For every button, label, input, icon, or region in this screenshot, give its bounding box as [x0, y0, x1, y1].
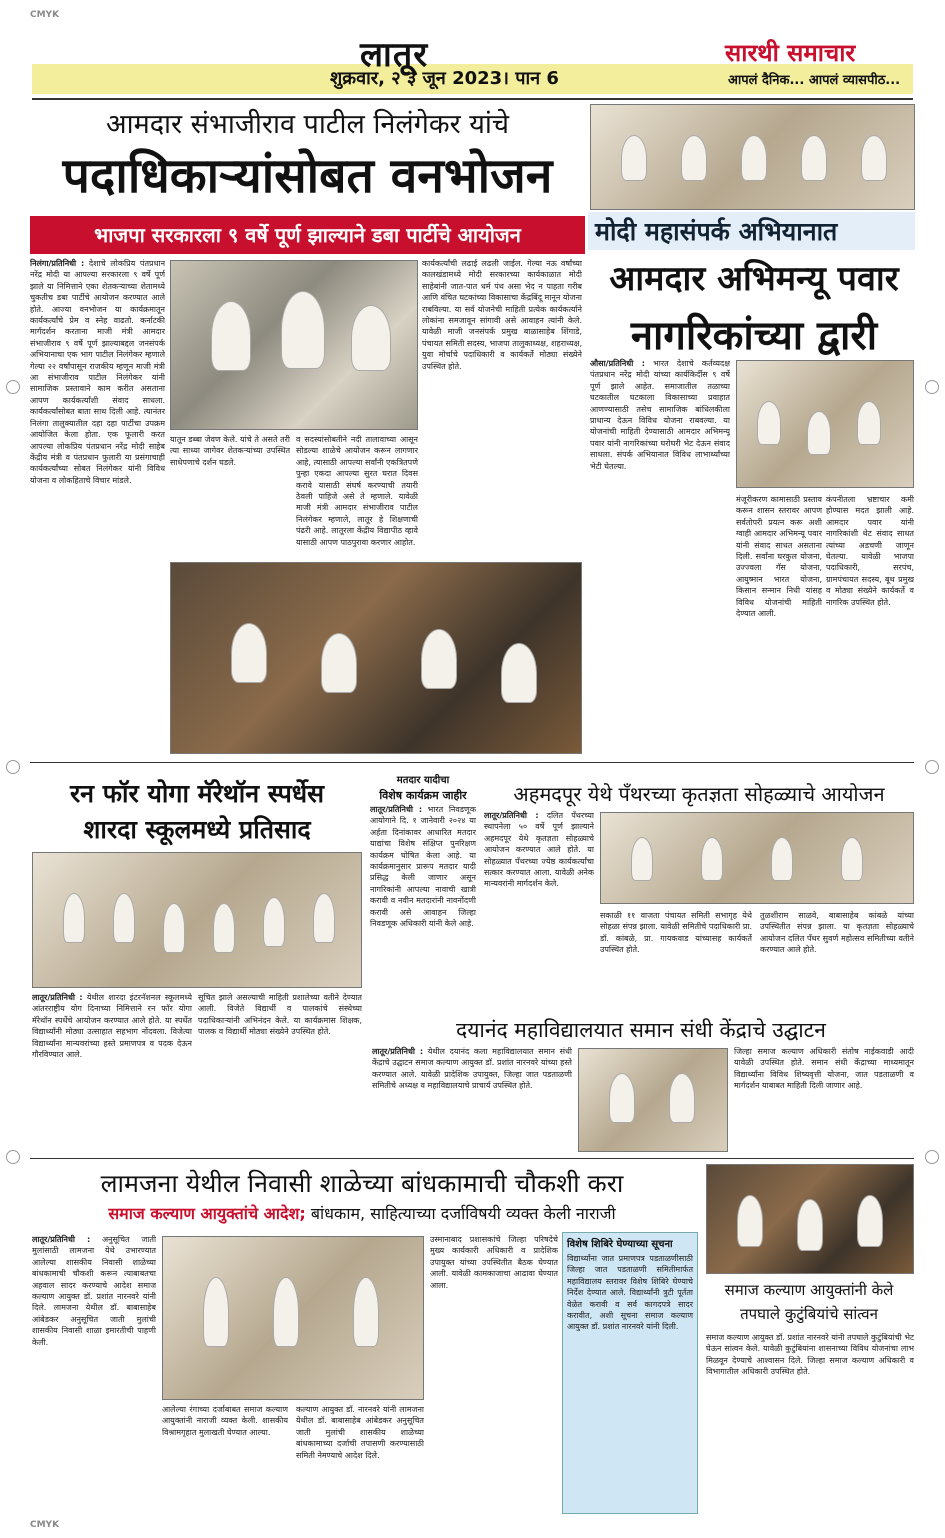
story3-byline: लातूर/प्रतिनिधी :	[32, 993, 83, 1002]
story6-col2: जिल्हा समाज कल्याण अधिकारी संतोष नाईकवाडी आदी यावेळी उपस्थित होते. समान संधी केंद्राच्या माध्यमातून विद्यार्थ्यांना विविध शिष्यवृत्ती योजना, जात पडताळणी व मार्गदर्शन याबाबत माहिती दिली जाणार आहे.	[734, 1047, 914, 1091]
story5-headline: अहमदपूर येथे पँथरच्या कृतज्ञता सोहळ्याचे आयोजन	[513, 782, 885, 806]
registration-mark	[925, 760, 939, 774]
section-rule	[30, 762, 914, 763]
story6-body1: येथील दयानंद कला महाविद्यालयात समान संधी केंद्राचे उद्घाटन समाज कल्याण आयुक्त डॉ. प्रशांत नारनवरे यांच्या हस्ते करण्यात आले. यावेळी प्रादेशिक उपायुक्त, जिल्हा जात पडताळणी समितीचे अध्यक्ष व महाविद्यालयाचे प्राचार्य उपस्थित होते.	[372, 1047, 572, 1091]
photo-dayanand-college	[578, 1048, 728, 1152]
photo-tapghale-family	[706, 1164, 914, 1274]
photo-panther-event	[600, 812, 914, 904]
story5-col2: सकाळी ११ वाजता पंचायत समिती सभागृह येथे सोहळा संपन्न झाला. यावेळी समितीचे पदाधिकारी प्रा. डॉ. कांबळे, प्रा. गायकवाड यांच्यासह कार्यकर्ते उपस्थित होते.	[600, 911, 752, 955]
story2-headline-line1: आमदार अभिमन्यू पवार	[609, 259, 899, 299]
story8-headline-line2: तपघाले कुटुंबियांचे सांत्वन	[740, 1305, 878, 1323]
registration-mark	[925, 380, 939, 394]
story1-caption: यातून डब्बा जेवण केले. यांचे ते असते तरी त्या साध्या जागेवर शेतकऱ्यांच्या उपस्थित साधेपणाचे दर्शन घडले.	[170, 435, 290, 467]
story1-body1: देशाचे लोकप्रिय पंतप्रधान नरेंद्र मोदी या आपल्या सरकारला ९ वर्षे पूर्ण झाले या निमित्ताने एका शेतकऱ्याच्या शेतामध्ये चुकतीच डबा पार्टीचे आयोजन करण्यात आले होते. आज्या वनभोजन या कार्यक्रमातून कार्यकर्त्यांचे प्रेम व स्नेह वाढतो. कर्नाटकी मार्गदर्शन करताना माजी मंत्री आमदार संभाजीराव ९ वर्षे पूर्ण झाल्याबद्दल जनसंपर्क अभियानाचा एक भाग पाटील निलंगेकर म्हणाले गेल्या २२ वर्षांपासून राजकीय म्हणून माजी मंत्री आ संभाजीराव पाटील निलंगेकर यांनी सामाजिक प्रस्तावाने काम करीत असताना आपण कार्यकर्त्यांशी संवाद साधला. कार्यकर्त्यांसोबत बाता साथ दिली आहे. त्यानंतर निलंगा तालुक्यातील दहा दहा पार्टीचा उपक्रम आयोजित केला होता. एक फूलारी करत आपल्या लोकप्रिय पंतप्रधान नरेंद्र मोदी साहेब केंद्रीय मंत्री व पंतप्रधान फुलारी या प्रसंगाचाही कार्यकर्त्यांच्या सोबत निलंगेकर यांनी विविध योजना व लोकहिताचे विचार मांडले.	[30, 259, 165, 485]
photo-abhimanyu-pawar	[736, 360, 914, 488]
story1-col1	[30, 258, 165, 754]
story1-kicker: आमदार संभाजीराव पाटील निलंगेकर यांचे	[105, 109, 510, 140]
photo-picnic-1	[170, 260, 418, 430]
story8-headline-line1: समाज कल्याण आयुक्तांनी केले	[724, 1281, 894, 1299]
story2-body1: भारत देशाचे कर्तव्यदक्ष पंतप्रधान नरेंद्र मोदी यांच्या कार्यकिर्दीस ९ वर्षे पूर्ण झाले आहेत. समाजातील तळाच्या घटकातील घटकाला विकासाच्या प्रवाहात आणण्यासाठी तसेच सामाजिक बांधिलकीला प्राधान्य देऊन विविध योजना राबवल्या. या योजनांची माहिती देण्यासाठी आमदार अभिमन्यू पवार यांनी नागरिकांच्या घरोघरी भेट देऊन संवाद साधला. संपर्क अभियानात विविध लाभार्थ्यांच्या भेटी घेतल्या.	[590, 359, 730, 471]
story5-byline: लातूर/प्रतिनिधी :	[484, 811, 539, 820]
story2-col2: मंजूरीकरण कामासाठी प्रस्ताव करून शासन स्तरावर आपण सर्वतोपरी प्रयत्न करू अशी ग्वाही आमदार अभिमन्यू पवार यांनी संवाद साधत असताना दिली. सर्वांना घरकुल योजना, उज्ज्वला गॅस योजना, आयुष्मान भारत योजना, किसान सन्मान निधी यांसह विविध योजनांची माहिती देण्यात आली.	[736, 495, 822, 619]
story4-text: भारत निवडणूक आयोगाने दि. १ जानेवारी २०२४ या अर्हता दिनांकावर आधारित मतदार याद्यांचा विशेष संक्षिप्त पुनरिक्षण कार्यक्रम घोषित केला आहे. या कार्यक्रमानुसार प्रारूप मतदार यादी प्रसिद्ध केली जाणार असून नागरिकांनी आपल्या नावाची खात्री करावी व नवीन मतदारांनी नावनोंदणी करावी असे आवाहन जिल्हा निवडणूक अधिकारी यांनी केले आहे.	[370, 805, 476, 929]
story4-headline: विशेष कार्यक्रम जाहीर	[379, 789, 467, 802]
masthead-rule	[32, 98, 913, 100]
story6-byline: लातूर/प्रतिनिधी :	[372, 1047, 424, 1056]
story7-col3: उस्मानाबाद प्रशासकांचे जिल्हा परिषदेचे मुख्य कार्यकारी अधिकारी व प्रादेशिक उपायुक्त यांच्या उपस्थितीत बैठक घेण्यात आली. यावेळी कामकाजाचा आढावा घेण्यात आला.	[430, 1235, 558, 1290]
story3-col1	[32, 992, 192, 1152]
story7-subhead-red: समाज कल्याण आयुक्तांचे आदेश;	[108, 1204, 306, 1223]
story1-col2: व सदस्यांसोबतीने नदी तालावाच्या आसून सोडल्या शाळेचे आयोजन करून लागणार आहे, त्यासाठी आपल्या सर्वांनी एकत्रितपणे पुन्हा एकदा आपल्या सुरत घरात दिवस करावे यासाठी संघर्ष करण्याची तयारी ठेवली पाहिजे असे ते म्हणाले. यावेळी माजी मंत्री आमदार संभाजीराव पाटील निलंगेकर म्हणाले, लातूर हे शिक्षणाची पंढरी आहे. लातूरला केंद्रीय विद्यापीठ व्हावे यासाठी आपण पाठपुरावा करणार आहोत.	[296, 435, 418, 547]
story5-col1	[484, 810, 594, 1010]
story2-byline: औसा/प्रतिनिधी :	[590, 359, 645, 368]
registration-mark	[925, 1150, 939, 1164]
story4-byline: लातूर/प्रतिनिधी :	[370, 805, 423, 814]
print-mark-top: CMYK	[30, 10, 60, 20]
story3-headline-line1: रन फॉर योगा मॅरेथॉन स्पर्धेस	[69, 779, 325, 808]
registration-mark	[6, 760, 20, 774]
story8-body: समाज कल्याण आयुक्त डॉ. प्रशांत नारनवरे यांनी तपघाले कुटुंबियांची भेट घेऊन सांत्वन केले. यावेळी कुटुंबियांना शासनाच्या विविध योजनांचा लाभ मिळवून देण्याचे आश्वासन दिले. जिल्हा समाज कल्याण अधिकारी व विभागातील अधिकारी उपस्थित होते.	[706, 1333, 914, 1377]
story7-col2: कल्याण आयुक्त डॉ. नारनवरे यांनी लामजना येथील डॉ. बाबासाहेब आंबेडकर अनुसूचित जाती मुलांची शासकीय शाळेच्या बांधकामाच्या दर्जाची तपासणी करण्यासाठी समिती नेमण्याचे आदेश दिले.	[296, 1405, 424, 1460]
story7-subhead	[30, 1202, 694, 1224]
print-mark-bottom: CMYK	[30, 1520, 60, 1530]
story5-col3: तुळशीराम साळवे, बाबासाहेब कांबळे यांच्या उपस्थितीत संपन्न झाला. या कृतज्ञता सोहळ्याचे आयोजन दलित पँथर सुवर्ण महोत्सव समितीच्या वतीने करण्यात आले होते.	[760, 911, 914, 955]
photo-picnic-2	[170, 562, 582, 754]
masthead-city: लातूर	[360, 35, 429, 75]
story2-kicker: मोदी महासंपर्क अभियानात	[595, 217, 838, 246]
story6-col1	[372, 1046, 572, 1152]
story7-caption: आलेल्या रंगाच्या दर्जाबाबत समाज कल्याण आयुक्तांनी नाराजी व्यक्त केली. शासकीय विश्रामगृहात मुलाखती घेण्यात आल्या.	[162, 1405, 288, 1437]
story5-body1: दलित पँथरच्या स्थापनेला ५० वर्षे पूर्ण झाल्याने अहमदपूर येथे कृतज्ञता सोहळ्याचे आयोजन करण्यात आले होते. या सोहळ्यात पँथरच्या ज्येष्ठ कार्यकर्त्यांचा सत्कार करण्यात आला. यावेळी अनेक मान्यवरांनी मार्गदर्शन केले.	[484, 811, 594, 889]
story3-headline-line2: शारदा स्कूलमध्ये प्रतिसाद	[83, 815, 311, 844]
story1-headline: पदाधिकाऱ्यांसोबत वनभोजन	[62, 148, 553, 204]
story7-col1	[32, 1234, 156, 1512]
story2-col1	[590, 358, 730, 754]
story1-subhead: भाजपा सरकारला ९ वर्षे पूर्ण झाल्याने डबा पार्टीचे आयोजन	[30, 216, 585, 254]
story7-body1: अनुसूचित जाती मुलांसाठी लामजना येथे उभारण्यात आलेल्या शासकीय निवासी शाळेच्या बांधकामाची चौकशी करून त्याबाबतचा अहवाल सादर करण्याचे आदेश समाज कल्याण आयुक्त डॉ. प्रशांत नारनवरे यांनी दिले. लामजना येथील डॉ. बाबासाहेब आंबेडकर अनुसूचित जाती मुलांची शासकीय निवासी शाळा इमारतीची पाहणी केली.	[32, 1235, 156, 1347]
story4-body	[370, 804, 476, 1010]
story3-col2: सूचित झाले असल्याची माहिती प्रशालेच्या वतीने देण्यात आली. विजेते विद्यार्थी व पालकांचे संस्थेच्या पदाधिकाऱ्यांनी अभिनंदन केले. या कार्यक्रमास शिक्षक, पालक व विद्यार्थी मोठ्या संख्येने उपस्थित होते.	[198, 993, 362, 1037]
masthead-date: शुक्रवार, २ ३ जून 2023। पान 6	[330, 68, 559, 89]
photo-moodi-meeting	[590, 104, 915, 210]
photo-yoga-marathon	[32, 852, 362, 988]
story2-col3: कंपनीतला भ्रष्टाचार कमी होण्यास मदत झाली आहे. आमदार पवार यांनी नागरिकांशी थेट संवाद साधत त्यांच्या अडचणी जाणून घेतल्या. यावेळी भाजपा पदाधिकारी, सरपंच, ग्रामपंचायत सदस्य, बूथ प्रमुख व मोठ्या संख्येने कार्यकर्ते व नागरिक उपस्थित होते.	[826, 495, 914, 607]
registration-mark	[6, 380, 20, 394]
story7-subhead-black: बांधकाम, साहित्याच्या दर्जाविषयी व्यक्त केली नाराजी	[310, 1204, 616, 1223]
story4-kicker: मतदार यादीचा	[396, 775, 450, 786]
story7-byline: लातूर/प्रतिनिधी :	[32, 1235, 91, 1244]
story7-headline: लामजना येथील निवासी शाळेच्या बांधकामाची चौकशी करा	[100, 1169, 624, 1198]
story3-body1: येथील शारदा इंटरनॅशनल स्कूलमध्ये आंतरराष्ट्रीय योग दिनाच्या निमित्ताने रन फॉर योगा मॅरेथॉन स्पर्धेचे आयोजन करण्यात आले होते. या स्पर्धेत विद्यार्थ्यांनी मोठ्या उत्साहात सहभाग नोंदवला. विजेत्या विद्यार्थ्यांना मान्यवरांच्या हस्ते प्रमाणपत्र व पदक देऊन गौरविण्यात आले.	[32, 993, 192, 1060]
brand-name: सारथी समाचार	[725, 39, 856, 67]
section-rule-2	[30, 1158, 914, 1159]
notice-box	[562, 1232, 698, 1514]
registration-mark	[6, 1150, 20, 1164]
notice-title: विशेष शिबिरे घेण्याच्या सूचना	[567, 1239, 673, 1250]
brand-tagline: आपलं दैनिक... आपलं व्यासपीठ...	[728, 73, 901, 88]
photo-lamjana-inspection	[162, 1236, 424, 1400]
story1-col3: कार्यकर्त्यांची लढाई लढली जाईल. गेल्या नऊ वर्षांच्या कालखंडामध्ये मोदी सरकारच्या कार्यकाळात मोदी साहेबांनी जात-पात धर्म पंथ असा भेद न पाहता गरीब आणि वंचित घटकांच्या विकासाचा केंद्रबिंदू मानून योजना राबविल्या. या सर्व योजनेची माहिती प्रत्येक कार्यकर्त्याने लोकांना समजावून सांगावी असे आवाहन त्यांनी केले. यावेळी माजी जनसंपर्क प्रमुख बाळासाहेब शिंगाडे, पंचायत समिती सदस्य, भाजपा तालुकाध्यक्ष, शहराध्यक्ष, युवा मोर्चाचे पदाधिकारी व कार्यकर्ते मोठ्या संख्येने उपस्थित होते.	[422, 259, 582, 371]
story6-headline: दयानंद महाविद्यालयात समान संधी केंद्राचे उद्घाटन	[456, 1018, 826, 1042]
story1-byline: निलंगा/प्रतिनिधी :	[30, 259, 85, 268]
notice-body: विद्यार्थ्यांना जात प्रमाणपत्र पडताळणीसाठी जिल्हा जात पडताळणी समितीमार्फत महाविद्यालय स्तरावर विशेष शिबिरे घेण्याचे निर्देश देण्यात आले. विद्यार्थ्यांनी त्रुटी पूर्तता वेळेत करावी व सर्व कागदपत्रे सादर करावीत, अशी सूचना समाज कल्याण आयुक्त डॉ. प्रशांत नारनवरे यांनी दिली.	[567, 1254, 693, 1332]
story2-headline-line2: नागरिकांच्या द्वारी	[630, 313, 878, 359]
